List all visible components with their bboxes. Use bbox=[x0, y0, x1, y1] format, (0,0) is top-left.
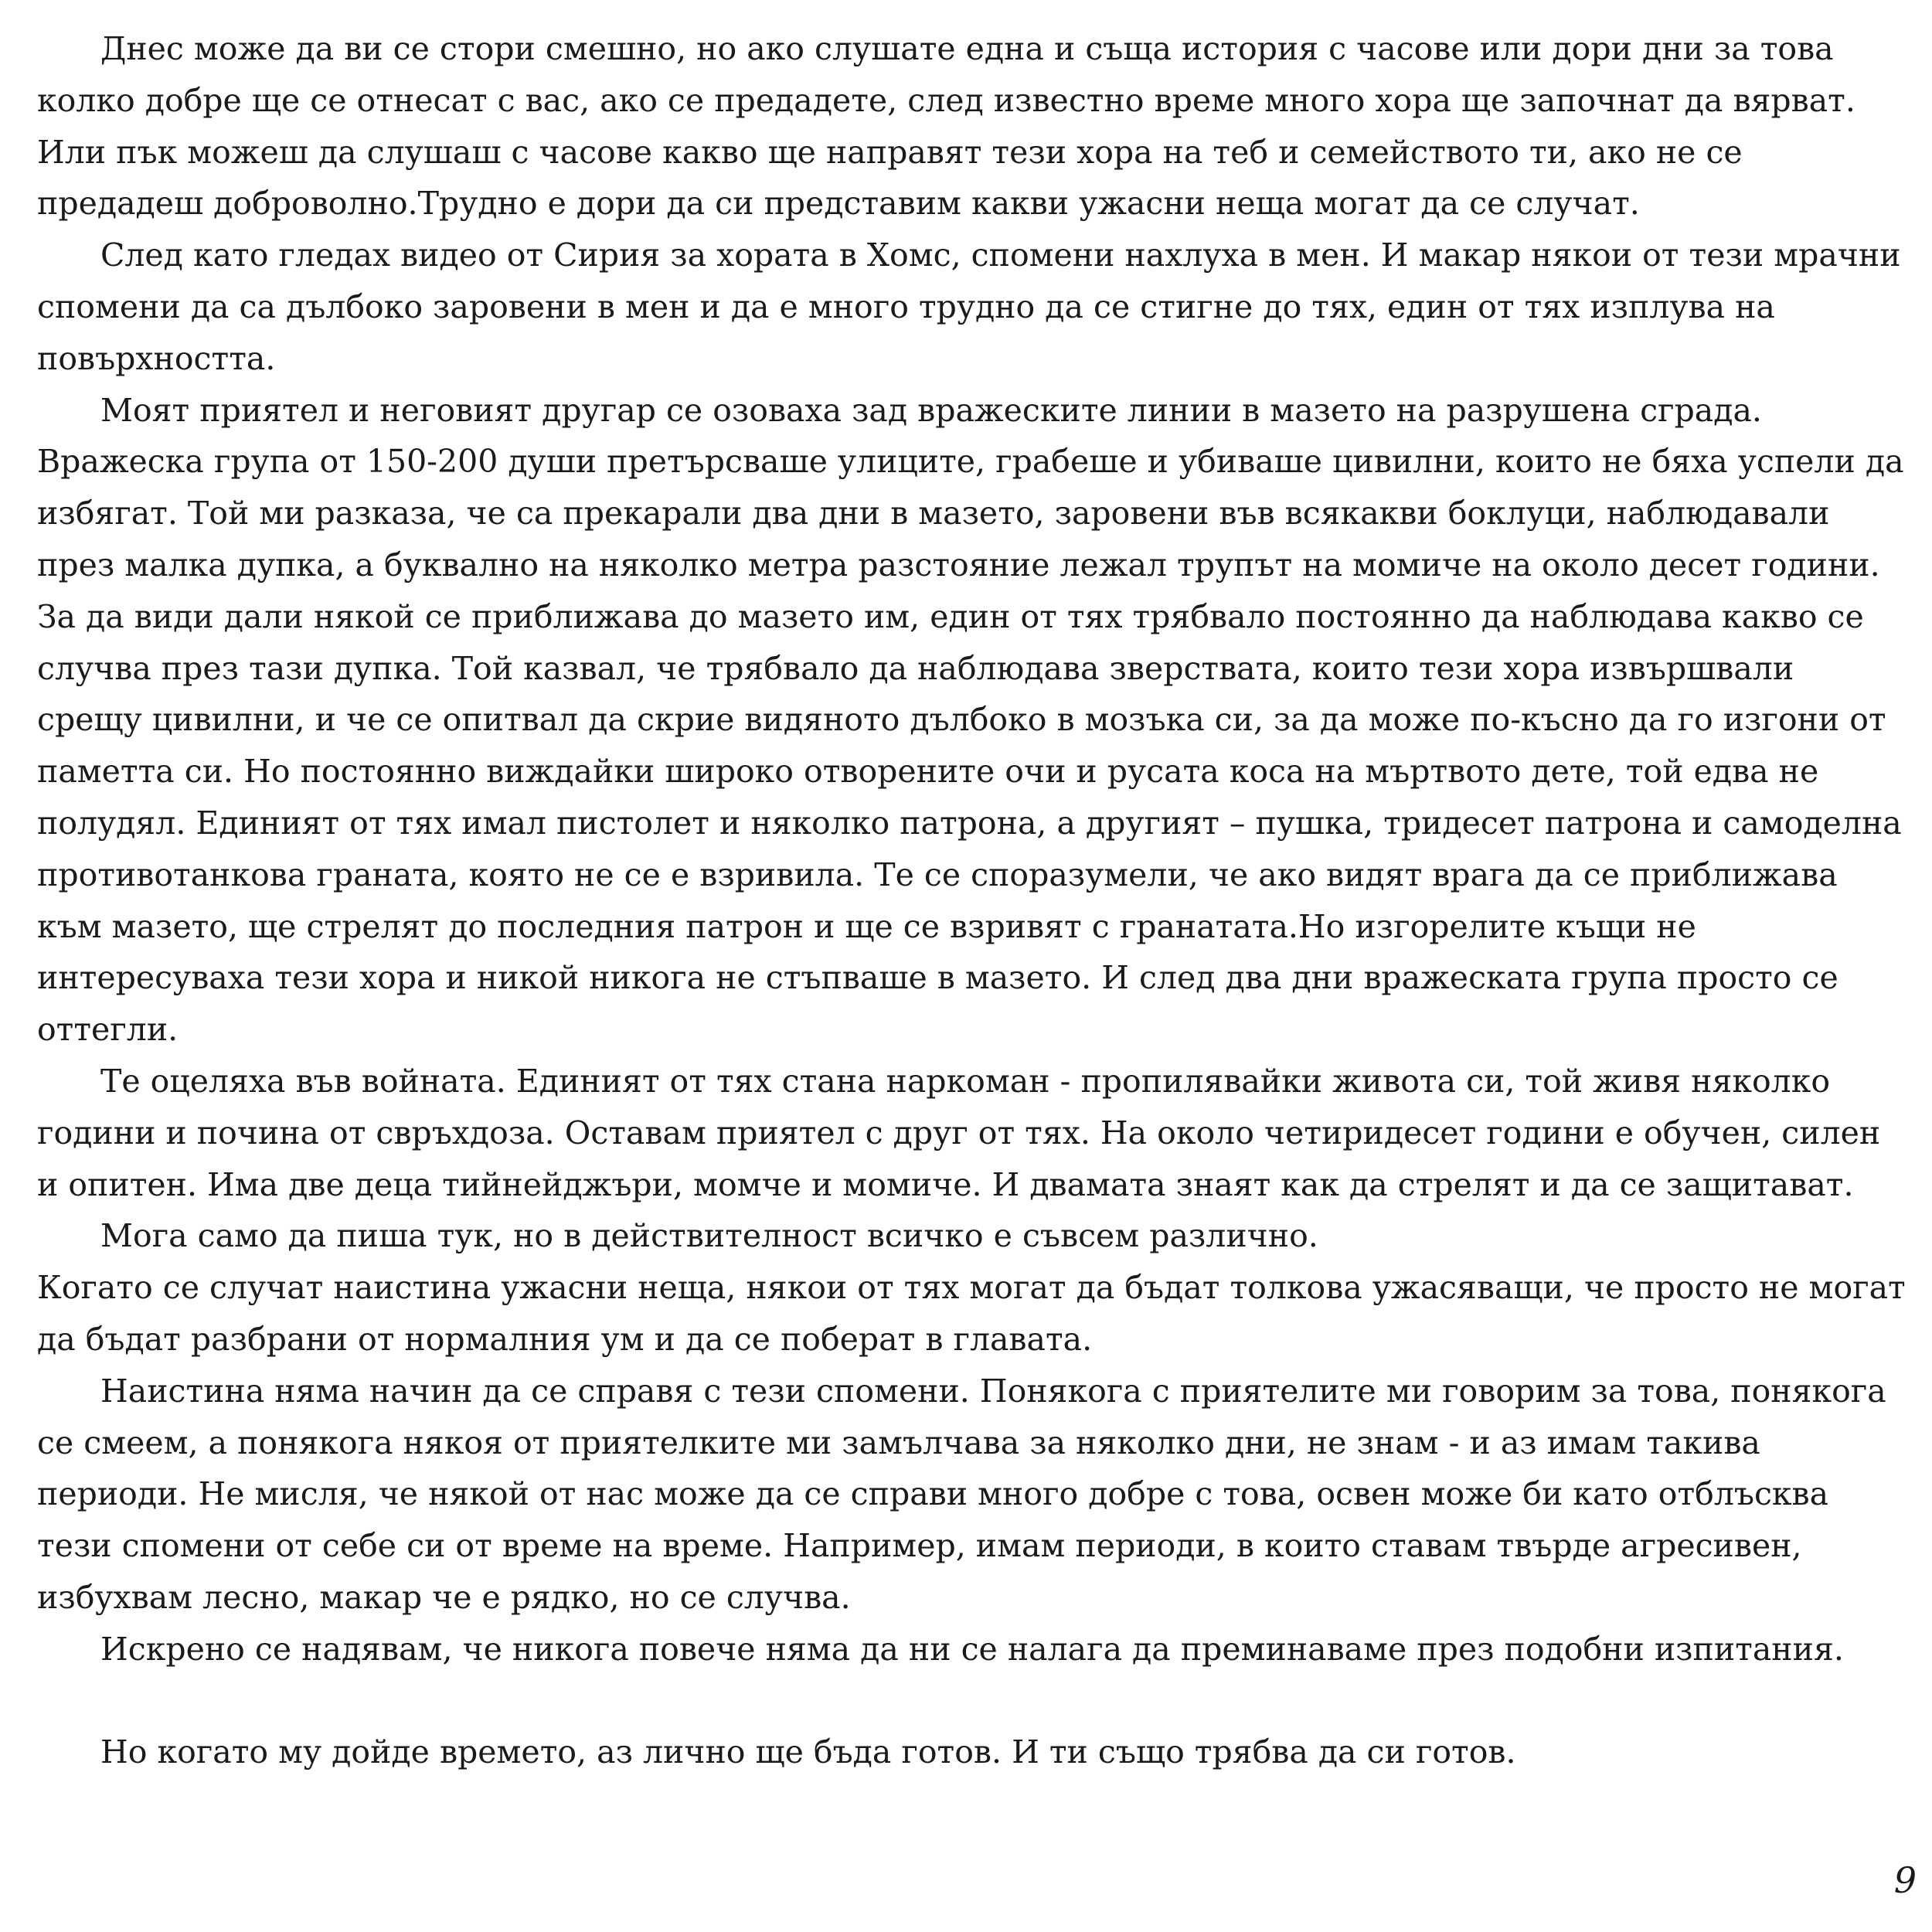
paragraph-6: Когато се случат наистина ужасни неща, някои от тях могат да бъдат толкова ужасяващи, че просто не могат да бъдат разбрани от нормалния ум и да се поберат в главата. bbox=[37, 1269, 1906, 1358]
paragraph-1: Днес може да ви се стори смешно, но ако слушате една и съща история с часове или дори дни за това колко добре ще се отнесат с вас, ако се предадете, след известно време много хора ще започнат да вярват. Или пък можеш да слушаш с часове какво ще направят тези хора на теб и семейството ти, ако не се предадеш доброволно.Трудно е дори да си представим какви ужасни неща могат да се случат. bbox=[37, 30, 1855, 223]
page-number: 9 bbox=[1893, 1859, 1917, 1901]
paragraph-5: Мога само да пиша тук, но в действителност всичко е съвсем различно. bbox=[100, 1217, 1318, 1255]
document-page bbox=[37, 23, 1907, 1778]
paragraph-8: Искрено се надявам, че никога повече няма да ни се налага да преминаваме през подобни изпитания. bbox=[100, 1630, 1844, 1668]
paragraph-2: След като гледах видео от Сирия за хората в Хомс, спомени нахлуха в мен. И макар някои от тези мрачни спомени да са дълбоко заровени в мен и да е много трудно да се стигне до тях, един от тях изплува на повърхността. bbox=[37, 236, 1901, 377]
blank-line bbox=[37, 1675, 1907, 1727]
paragraph-9: Но когато му дойде времето, аз лично ще бъда готов. И ти също трябва да си готов. bbox=[100, 1733, 1516, 1771]
paragraph-7: Наистина няма начин да се справя с тези спомени. Понякога с приятелите ми говорим за това, понякога се смеем, а понякога някоя от приятелките ми замълчава за няколко дни, не знам - и аз имам такива периоди. Не мисля, че някой от нас може да се справи много добре с това, освен може би като отблъсква тези спомени от себе си от време на време. Например, имам периоди, в които ставам твърде агресивен, избухвам лесно, макар че е рядко, но се случва. bbox=[37, 1372, 1886, 1616]
paragraph-3: Моят приятел и неговият другар се озоваха зад вражеските линии в мазето на разрушена сграда. Вражеска група от 150-200 души претърсваше улиците, грабеше и убиваше цивилни, които не бяха успели да избягат. Той ми разказа, че са прекарали два дни в мазето, заровени във всякакви боклуци, наблюдавали през малка дупка, а буквално на няколко метра разстояние лежал трупът на момиче на около десет години. За да види дали някой се приближава до мазето им, един от тях трябвало постоянно да наблюдава какво се случва през тази дупка. Той казвал, че трябвало да наблюдава зверствата, които тези хора извършвали срещу цивилни, и че се опитвал да скрие видяното дълбоко в мозъка си, за да може по-късно да го изгони от паметта си. Но постоянно виждайки широко отворените очи и русата коса на мъртвото дете, той едва не полудял. Единият от тях имал пистолет и няколко патрона, а другият – пушка, тридесет патрона и самоделна противотанкова граната, която не се е взривила. Те се споразумели, че ако видят врага да се приближава към мазето, ще стрелят до последния патрон и ще се взривят с гранатата.Но изгорелите къщи не интересуваха тези хора и никой никога не стъпваше в мазето. И след два дни вражеската група просто се оттегли. bbox=[37, 391, 1904, 1049]
paragraph-4: Те оцеляха във войната. Единият от тях стана наркоман - пропилявайки живота си, той живя няколко години и почина от свръхдоза. Оставам приятел с друг от тях. На около четиридесет години е обучен, силен и опитен. Има две деца тийнейджъри, момче и момиче. И двамата знаят как да стрелят и да се защитават. bbox=[37, 1062, 1881, 1203]
